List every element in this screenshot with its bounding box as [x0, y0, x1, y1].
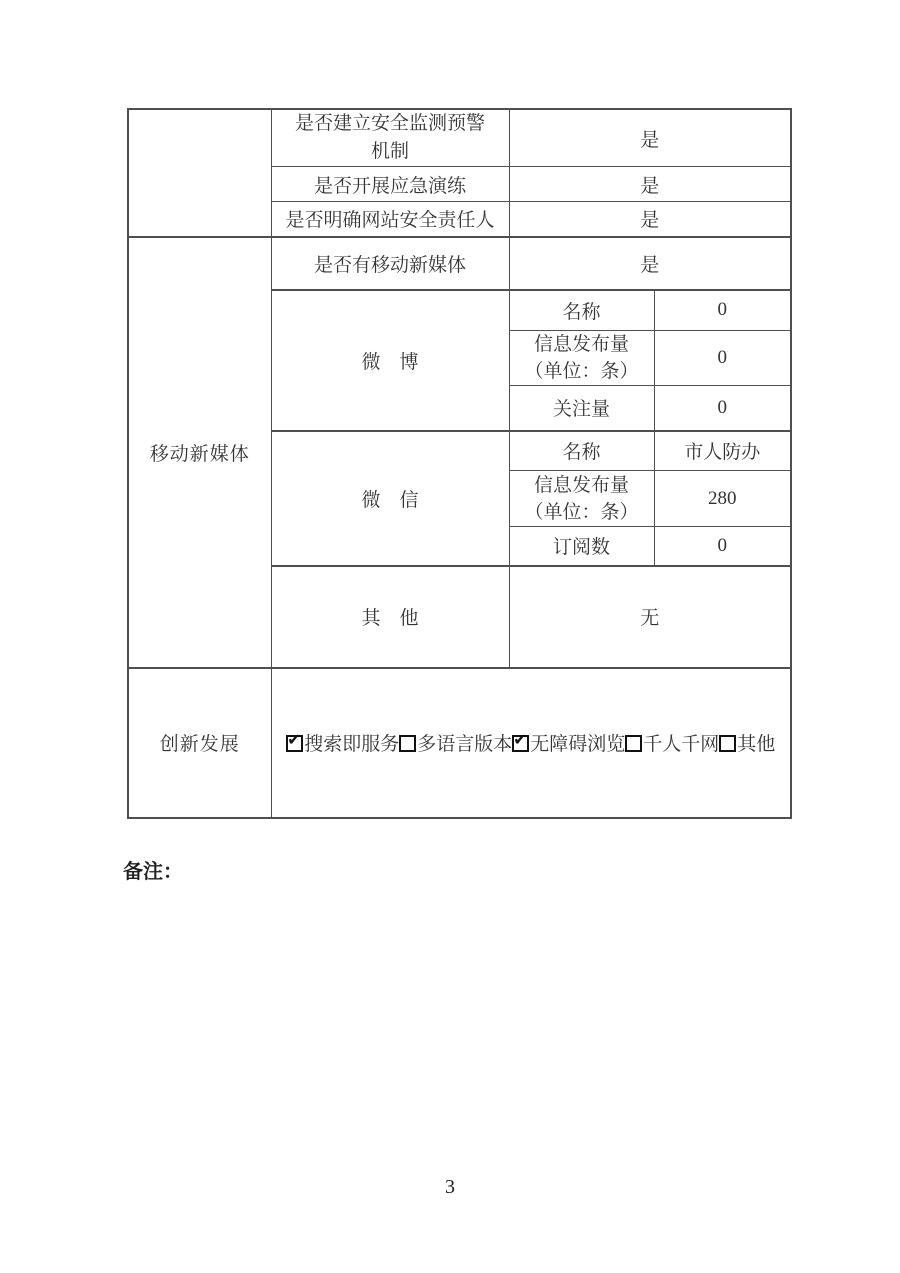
- table-row: [128, 668, 791, 818]
- weibo-label-cell: 微 博: [271, 290, 509, 431]
- option-label-search-as-service: 搜索即服务: [304, 734, 400, 755]
- page-number: 3: [445, 1176, 455, 1198]
- other-media-value-cell: 无: [509, 566, 791, 668]
- innovation-options-cell: [271, 668, 791, 818]
- posts-label-line2: （单位：条）: [524, 361, 639, 382]
- wechat-posts-value-cell: 280: [654, 471, 791, 527]
- has-mobile-media-value-cell: 是: [509, 237, 791, 290]
- security-answer-cell: 是: [509, 109, 791, 167]
- security-question-cell: 是否明确网站安全责任人: [271, 202, 509, 237]
- annual-report-table: [127, 108, 792, 819]
- weibo-name-value-cell: 0: [654, 290, 791, 331]
- posts-label-line2: （单位：条）: [524, 501, 639, 523]
- section-label-cell-empty: [128, 109, 271, 237]
- has-mobile-media-label-cell: 是否有移动新媒体: [271, 237, 509, 290]
- wechat-posts-label-cell: [509, 471, 654, 527]
- option-label-accessibility: 无障碍浏览: [530, 734, 626, 755]
- wechat-name-label-cell: 名称: [509, 431, 654, 471]
- section-label-innovation: 创新发展: [128, 668, 271, 818]
- option-label-other: 其他: [737, 734, 776, 755]
- question-label: 是否建立安全监测预警: [294, 113, 485, 134]
- security-question-cell: 是否开展应急演练: [271, 167, 509, 202]
- weibo-followers-label-cell: 关注量: [509, 386, 654, 431]
- weibo-name-label-cell: 名称: [509, 290, 654, 331]
- checkbox-multilanguage-icon: [399, 735, 416, 752]
- security-answer-cell: 是: [509, 167, 791, 202]
- posts-label-line1: 信息发布量: [533, 474, 629, 496]
- option-label-personalized: 千人千网: [643, 734, 720, 755]
- checkbox-search-as-service-icon: [286, 735, 303, 752]
- security-answer-cell: 是: [509, 202, 791, 237]
- checkbox-other-icon: [719, 735, 736, 752]
- table-row: [128, 237, 791, 290]
- weibo-posts-label-cell: [509, 331, 654, 386]
- wechat-name-value-cell: 市人防办: [654, 431, 791, 471]
- security-question-cell: [271, 109, 509, 167]
- question-label-line2: 机制: [370, 141, 409, 162]
- weibo-posts-value-cell: 0: [654, 331, 791, 386]
- checkbox-personalized-icon: [625, 735, 642, 752]
- posts-label-line1: 信息发布量: [533, 334, 629, 355]
- wechat-subscribers-label-cell: 订阅数: [509, 527, 654, 566]
- weibo-followers-value-cell: 0: [654, 386, 791, 431]
- option-label-multilanguage: 多语言版本: [417, 734, 513, 755]
- section-label-mobile-media: 移动新媒体: [128, 237, 271, 668]
- other-media-label-cell: 其 他: [271, 566, 509, 668]
- remark-label: 备注：: [123, 861, 183, 883]
- wechat-subscribers-value-cell: 0: [654, 527, 791, 566]
- wechat-label-cell: 微 信: [271, 431, 509, 566]
- table-row: [128, 109, 791, 167]
- checkbox-accessibility-icon: [512, 735, 529, 752]
